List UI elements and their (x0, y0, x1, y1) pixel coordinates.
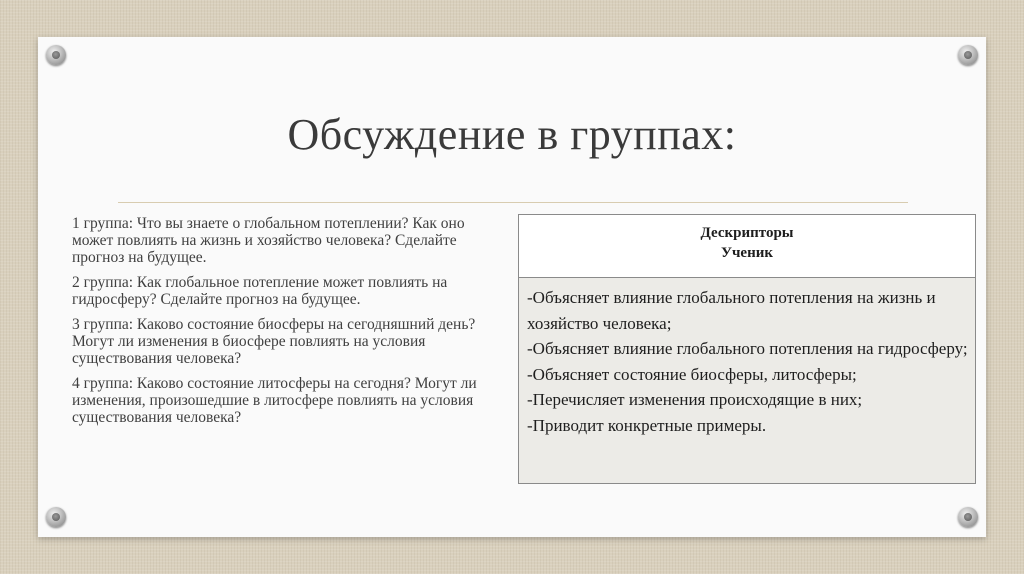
group-question-1: 1 группа: Что вы знаете о глобальном потеплении? Как оно может повлиять на жизнь и хозяйство человека? Сделайте прогноз на будущее. (72, 215, 465, 266)
descriptors-header-title: Дескрипторы (700, 225, 794, 241)
title-divider (118, 202, 908, 203)
slide-title: Обсуждение в группах: (287, 110, 737, 159)
descriptor-item: -Объясняет влияние глобального потепления на жизнь и хозяйство человека; (527, 288, 936, 333)
group-question-4: 4 группа: Каково состояние литосферы на сегодня? Могут ли изменения, произошедшие в литосфере повлиять на условия существования человека? (72, 375, 477, 426)
group-question-2: 2 группа: Как глобальное потепление может повлиять на гидросферу? Сделайте прогноз на будущее. (72, 274, 448, 308)
pin-icon (958, 45, 978, 65)
descriptors-header-subtitle: Ученик (720, 245, 774, 261)
group-questions (72, 215, 502, 434)
descriptor-item: -Объясняет состояние биосферы, литосферы; (527, 364, 857, 384)
pin-icon (46, 45, 66, 65)
pin-icon (46, 507, 66, 527)
descriptor-item: -Объясняет влияние глобального потепления на гидросферу; (527, 339, 968, 358)
descriptor-item: -Перечисляет изменения происходящие в них; (527, 390, 863, 409)
descriptors-table-header (519, 215, 975, 278)
descriptors-table (518, 214, 976, 484)
descriptor-item: -Приводит конкретные примеры. (527, 415, 767, 435)
group-question-3: 3 группа: Каково состояние биосферы на сегодняшний день? Могут ли изменения в биосфере повлиять на условия существования человека? (72, 316, 476, 367)
slide (38, 37, 986, 537)
pin-icon (958, 507, 978, 527)
descriptors-table-body (519, 278, 975, 483)
